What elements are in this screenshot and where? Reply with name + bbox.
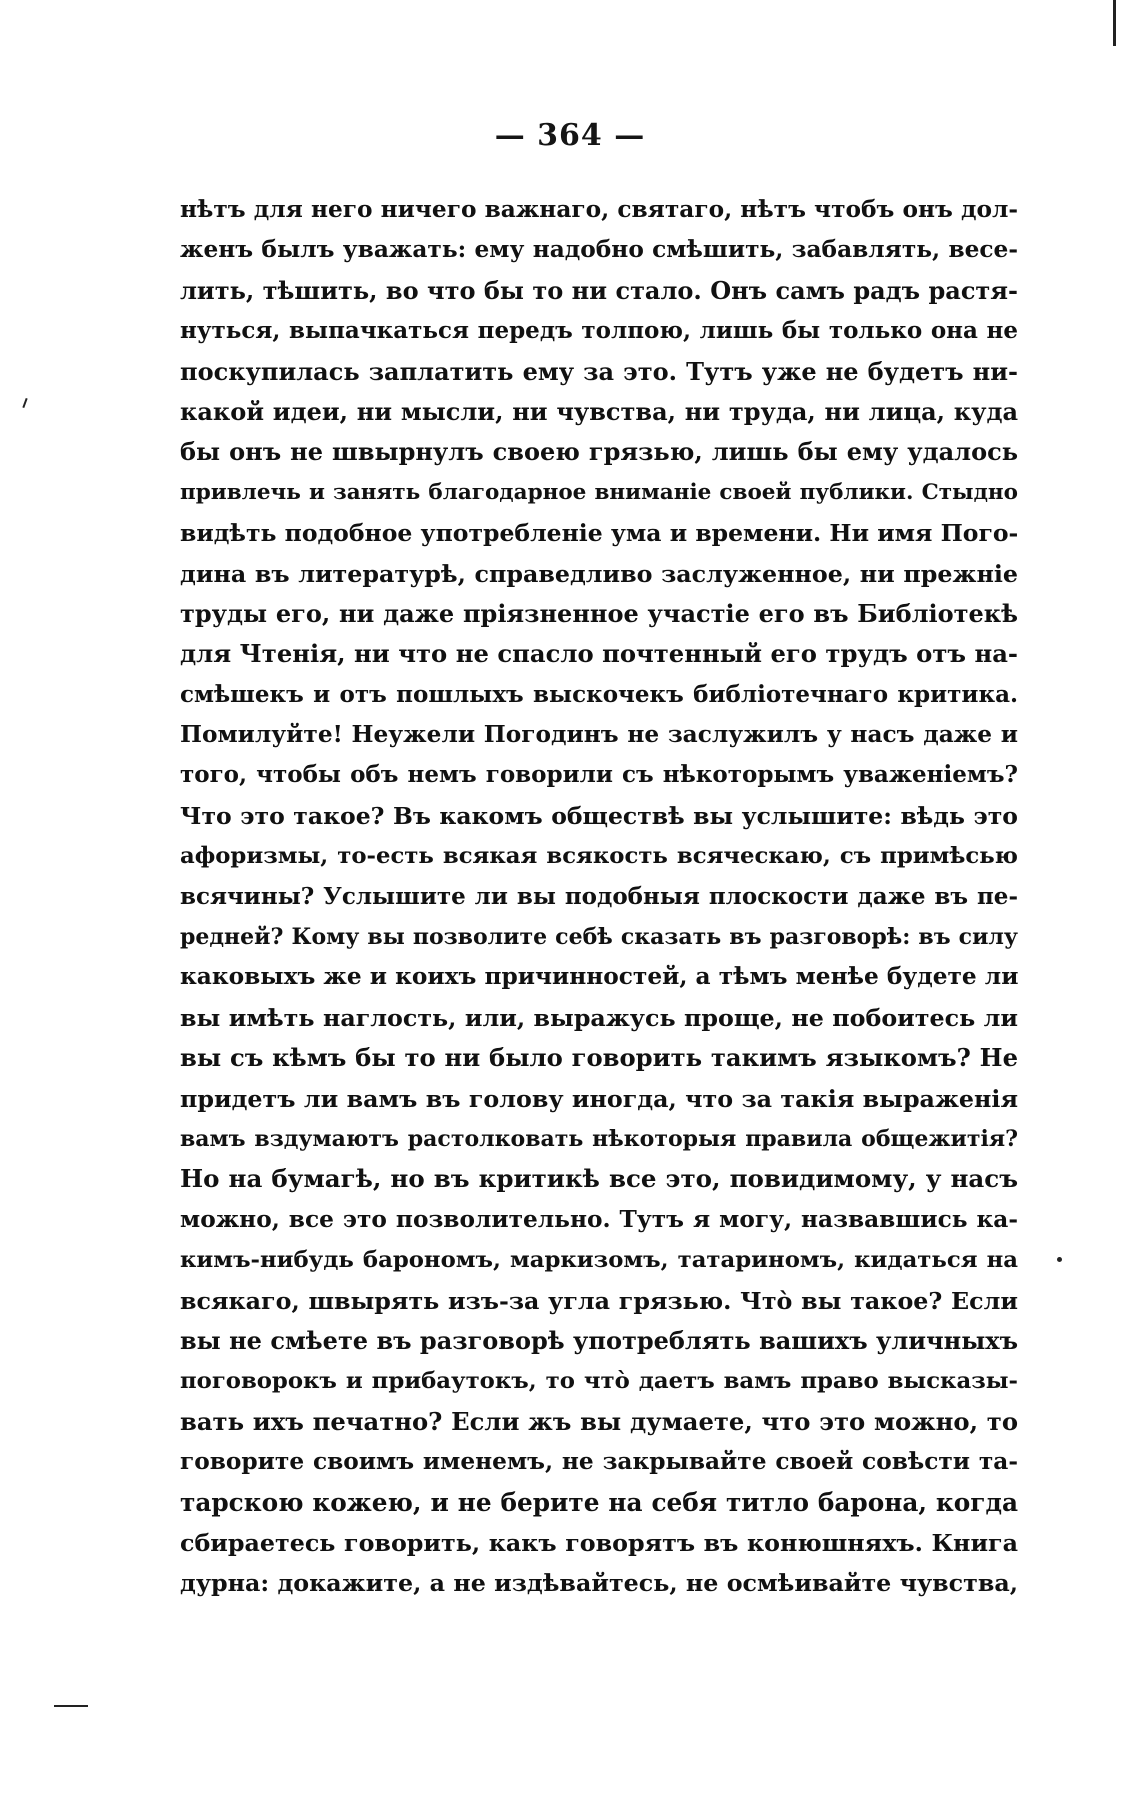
text-line: дина въ литературѣ, справедливо заслуженное, ни прежніе: [180, 559, 1018, 588]
text-line: можно, все это позволительно. Тутъ я могу, назвавшись ка-: [180, 1205, 1018, 1233]
text-line: каковыхъ же и коихъ причинностей, а тѣмъ менѣе будете ли: [180, 963, 1018, 991]
scan-speck: [22, 398, 27, 408]
text-line: того, чтобы объ немъ говорили съ нѣкоторымъ уваженіемъ?: [180, 761, 1018, 789]
text-line: афоризмы, то-есть всякая всякость всяческаю, съ примѣсью: [180, 843, 1018, 870]
text-line: для Чтенія, ни что не спасло почтенный его трудъ отъ на-: [180, 639, 1018, 669]
text-line: тарскою кожею, и не берите на себя титло барона, когда: [180, 1487, 1018, 1517]
text-line: всячины? Услышите ли вы подобныя плоскости даже въ пе-: [180, 882, 1018, 910]
text-line: какой идеи, ни мысли, ни чувства, ни труда, ни лица, куда: [180, 396, 1018, 426]
text-line: бы онъ не швырнулъ своею грязью, лишь бы ему удалось: [180, 437, 1018, 467]
text-line: придетъ ли вамъ въ голову иногда, что за такія выраженія: [180, 1084, 1018, 1113]
text-line: поговорокъ и прибаутокъ, то чтò даетъ вамъ право высказы-: [180, 1368, 1018, 1395]
text-line: Что это такое? Въ какомъ обществѣ вы услышите: вѣдь это: [180, 801, 1018, 830]
text-line: вать ихъ печатно? Если жъ вы думаете, что это можно, то: [180, 1406, 1018, 1436]
scan-speck: [1057, 1257, 1062, 1262]
scan-speck: [54, 1705, 88, 1707]
text-line: всякаго, швырять изъ-за угла грязью. Чтò вы такое? Если: [180, 1286, 1018, 1315]
text-line: смѣшекъ и отъ пошлыхъ выскочекъ библіотечнаго критика.: [180, 680, 1018, 708]
text-line: нѣтъ для него ничего важнаго, святаго, нѣтъ чтобъ онъ дол-: [180, 196, 1018, 223]
body-text: [180, 190, 1018, 1604]
text-line: привлечь и занять благодарное вниманіе своей публики. Стыдно: [180, 479, 1018, 505]
text-line: кимъ-нибудь барономъ, маркизомъ, татариномъ, кидаться на: [180, 1247, 1018, 1274]
scan-edge-line: [1113, 0, 1116, 46]
text-line: нуться, выпачкаться передъ толпою, лишь бы только она не: [180, 317, 1018, 345]
text-line: вамъ вздумаютъ растолковать нѣкоторыя правила общежитія?: [180, 1125, 1018, 1152]
text-line: видѣть подобное употребленіе ума и времени. Ни имя Пого-: [180, 519, 1018, 548]
page-number: — 364 —: [494, 118, 646, 153]
text-line: женъ былъ уважать: ему надобно смѣшить, забавлять, весе-: [180, 236, 1018, 264]
text-line: вы не смѣете въ разговорѣ употреблять вашихъ уличныхъ: [180, 1325, 1018, 1355]
text-line: Помилуйте! Неужели Погодинъ не заслужилъ у насъ даже и: [180, 721, 1018, 749]
text-line: дурна: докажите, а не издѣвайтесь, не осмѣивайте чувства,: [180, 1569, 1018, 1598]
text-line: Но на бумагѣ, но въ критикѣ все это, повидимому, у насъ: [180, 1164, 1018, 1194]
text-line: редней? Кому вы позволите себѣ сказать въ разговорѣ: въ силу: [180, 924, 1018, 951]
text-line: сбираетесь говорить, какъ говорятъ въ конюшняхъ. Книга: [180, 1528, 1018, 1557]
text-line: вы съ кѣмъ бы то ни было говорить такимъ языкомъ? Не: [180, 1043, 1018, 1073]
text-line: вы имѣть наглость, или, выражусь проще, не побоитесь ли: [180, 1003, 1018, 1032]
text-line: труды его, ни даже пріязненное участіе его въ Библіотекѣ: [180, 598, 1018, 628]
text-line: поскупилась заплатить ему за это. Тутъ уже не будетъ ни-: [180, 356, 1018, 386]
text-line: говорите своимъ именемъ, не закрывайте своей совѣсти та-: [180, 1448, 1018, 1476]
text-line: лить, тѣшить, во что бы то ни стало. Онъ самъ радъ растя-: [180, 275, 1018, 305]
